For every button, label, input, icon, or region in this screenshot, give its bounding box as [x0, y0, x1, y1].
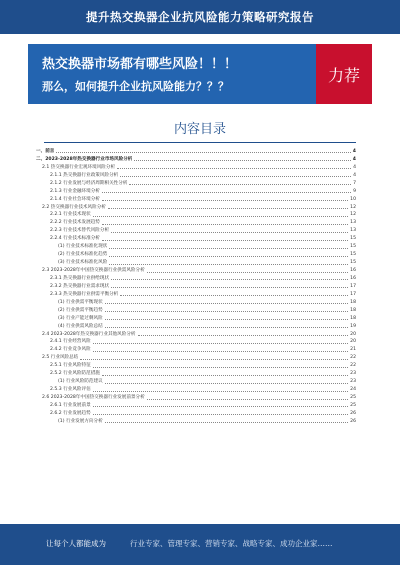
promo-banner	[28, 44, 372, 104]
toc-entry-title: (3) 行业技术标准化风险	[58, 260, 108, 266]
toc-entry[interactable]	[36, 251, 356, 259]
toc-entry-title: 2.6.1 行业发展前景	[50, 402, 91, 408]
toc-entry-title: 2.5.1 行业风险特征	[50, 363, 91, 369]
footer-bar	[0, 524, 400, 565]
toc-entry-page: 9	[353, 188, 356, 194]
toc-dot-leader	[93, 350, 348, 352]
toc-entry[interactable]	[36, 172, 356, 180]
toc-entry-title: 2.1.1 热交换器行业政策风险分析	[50, 172, 119, 178]
toc-entry-title: (4) 行业供需风险总结	[58, 323, 103, 329]
recommend-badge	[316, 44, 372, 104]
toc-entry-title: (1) 行业技术标准化现状	[58, 244, 108, 250]
toc-entry[interactable]	[36, 259, 356, 267]
toc-entry-page: 24	[350, 387, 356, 393]
toc-entry[interactable]	[36, 323, 356, 331]
toc-entry[interactable]	[36, 394, 356, 402]
toc-dot-leader	[105, 302, 348, 304]
toc-dot-leader	[120, 175, 351, 177]
table-of-contents	[36, 148, 356, 426]
toc-dot-leader	[102, 374, 348, 376]
toc-dot-leader	[105, 421, 348, 423]
toc-entry-page: 22	[350, 363, 356, 369]
toc-dot-leader	[102, 199, 348, 201]
toc-entry-title: 2.3.1 热交换器行业供给现状	[50, 275, 110, 281]
toc-entry[interactable]	[36, 291, 356, 299]
toc-dot-leader	[102, 239, 348, 241]
toc-dot-leader	[134, 159, 350, 161]
toc-entry-page: 16	[350, 268, 356, 274]
toc-entry[interactable]	[36, 378, 356, 386]
toc-dot-leader	[117, 167, 351, 169]
toc-entry-title: (2) 行业供需平衡趋势	[58, 307, 103, 313]
toc-entry[interactable]	[36, 148, 356, 156]
report-title: 提升热交换器企业抗风险能力策略研究报告	[86, 10, 314, 24]
toc-entry-page: 21	[350, 347, 356, 353]
toc-entry[interactable]	[36, 243, 356, 251]
toc-entry[interactable]	[36, 370, 356, 378]
toc-dot-leader	[111, 231, 348, 233]
toc-entry[interactable]	[36, 339, 356, 347]
toc-entry[interactable]	[36, 156, 356, 164]
toc-entry-page: 18	[350, 315, 356, 321]
toc-entry[interactable]	[36, 362, 356, 370]
toc-entry[interactable]	[36, 267, 356, 275]
toc-entry-page: 17	[350, 291, 356, 297]
report-header-bar	[0, 0, 400, 34]
toc-dot-leader	[105, 310, 348, 312]
toc-entry-page: 23	[350, 371, 356, 377]
toc-entry-title: 2.2.2 行业技术发展趋势	[50, 220, 100, 226]
toc-entry[interactable]	[36, 299, 356, 307]
toc-entry[interactable]	[36, 315, 356, 323]
toc-entry-page: 13	[350, 228, 356, 234]
toc-entry-title: 2.5.3 行业风险评估	[50, 387, 91, 393]
toc-entry-title: (1) 行业供需平衡现状	[58, 299, 103, 305]
toc-dot-leader	[109, 263, 348, 265]
toc-entry-title: 一、前言	[36, 148, 55, 154]
toc-entry-page: 22	[350, 355, 356, 361]
toc-entry-page: 20	[350, 339, 356, 345]
toc-dot-leader	[111, 278, 348, 280]
toc-entry-title: 2.2.4 行业技术标准分析	[50, 236, 100, 242]
badge-label: 力荐	[327, 65, 360, 85]
toc-entry-page: 25	[350, 395, 356, 401]
toc-entry-title: (1) 行业风险防范建议	[58, 379, 103, 385]
toc-entry[interactable]	[36, 307, 356, 315]
footer-slogan: 让每个人都能成为	[46, 539, 106, 548]
toc-entry-page: 16	[350, 275, 356, 281]
toc-entry-title: 2.3 2023-2028年中国热交换器行业供需风险分析	[42, 268, 145, 274]
toc-entry-title: 2.5 行业风险总结	[42, 355, 79, 361]
toc-dot-leader	[93, 413, 348, 415]
toc-dot-leader	[93, 215, 348, 217]
toc-entry-page: 10	[350, 196, 356, 202]
toc-entry[interactable]	[36, 180, 356, 188]
toc-entry-title: 2.4.1 行业经营风险	[50, 339, 91, 345]
toc-entry-title: 2.3.2 热交换器行业需求现状	[50, 283, 110, 289]
toc-entry-title: 2.1.3 行业金融环境分析	[50, 188, 100, 194]
toc-entry-page: 4	[353, 164, 356, 170]
toc-divider	[44, 142, 356, 143]
toc-entry[interactable]	[36, 164, 356, 172]
toc-entry[interactable]	[36, 354, 356, 362]
toc-entry-page: 15	[350, 260, 356, 266]
toc-heading: 内容目录	[173, 122, 226, 137]
toc-dot-leader	[93, 405, 348, 407]
toc-dot-leader	[102, 191, 351, 193]
toc-entry-title: 2.1.2 行业发展与经济周期相关性分析	[50, 180, 128, 186]
toc-entry-page: 17	[350, 283, 356, 289]
toc-entry-title: 2.3.3 热交换器行业供需平衡分析	[50, 291, 119, 297]
toc-dot-leader	[105, 326, 348, 328]
toc-entry[interactable]	[36, 204, 356, 212]
footer-roles: 行业专家、管理专家、营销专家、战略专家、成功企业家……	[130, 539, 333, 548]
toc-entry[interactable]	[36, 275, 356, 283]
toc-entry-page: 13	[350, 220, 356, 226]
banner-headline: 热交换器市场都有哪些风险！！！	[42, 57, 238, 72]
toc-entry-page: 7	[353, 180, 356, 186]
toc-dot-leader	[80, 358, 348, 360]
toc-entry[interactable]	[36, 410, 356, 418]
toc-entry-page: 23	[350, 379, 356, 385]
toc-dot-leader	[93, 366, 348, 368]
toc-dot-leader	[147, 398, 348, 400]
toc-entry[interactable]	[36, 402, 356, 410]
toc-entry-page: 4	[352, 148, 356, 154]
toc-dot-leader	[129, 183, 351, 185]
toc-dot-leader	[109, 255, 348, 257]
toc-dot-leader	[105, 382, 348, 384]
toc-entry-title: (2) 行业技术标准化趋势	[58, 252, 108, 258]
toc-entry-page: 19	[350, 323, 356, 329]
toc-entry[interactable]	[36, 227, 356, 235]
toc-dot-leader	[93, 342, 348, 344]
toc-entry-page: 18	[350, 307, 356, 313]
toc-entry-page: 15	[350, 236, 356, 242]
toc-entry-page: 18	[350, 299, 356, 305]
toc-dot-leader	[108, 207, 348, 209]
toc-dot-leader	[111, 286, 348, 288]
toc-entry-page: 26	[350, 418, 356, 424]
toc-entry-title: 2.5.2 行业风险防范措施	[50, 371, 100, 377]
banner-subheadline: 那么，如何提升企业抗风险能力？？？	[42, 80, 229, 93]
toc-dot-leader	[102, 223, 348, 225]
toc-entry[interactable]	[36, 283, 356, 291]
toc-entry[interactable]	[36, 386, 356, 394]
toc-entry-page: 15	[350, 244, 356, 250]
toc-dot-leader	[105, 318, 348, 320]
toc-dot-leader	[120, 294, 348, 296]
toc-entry-page: 26	[350, 410, 356, 416]
toc-entry-page: 12	[350, 212, 356, 218]
toc-dot-leader	[93, 390, 348, 392]
toc-entry-title: (1) 行业发展方向分析	[58, 418, 103, 424]
toc-entry[interactable]	[36, 346, 356, 354]
toc-entry-title: 2.2.1 行业技术现状	[50, 212, 91, 218]
toc-entry-page: 20	[350, 331, 356, 337]
toc-entry-page: 12	[350, 204, 356, 210]
toc-dot-leader	[56, 151, 350, 153]
toc-entry-title: (3) 行业产能过剩风险	[58, 315, 103, 321]
toc-entry-title: 2.1.4 行业社会环境分析	[50, 196, 100, 202]
toc-dot-leader	[109, 247, 348, 249]
toc-entry-title: 2.4.2 行业竞争风险	[50, 347, 91, 353]
toc-entry[interactable]	[36, 235, 356, 243]
toc-entry-title: 2.4 2023-2028年热交换器行业其他风险分析	[42, 331, 136, 337]
toc-entry[interactable]	[36, 331, 356, 339]
toc-entry-title: 2.6 2023-2028年中国热交换器行业发展前景分析	[42, 395, 145, 401]
toc-entry[interactable]	[36, 418, 356, 426]
toc-entry-page: 4	[352, 156, 356, 162]
toc-entry-title: 2.2 热交换器行业技术风险分析	[42, 204, 106, 210]
toc-entry-page: 15	[350, 252, 356, 258]
toc-entry[interactable]	[36, 188, 356, 196]
toc-entry[interactable]	[36, 212, 356, 220]
toc-entry-title: 二、2023-2028年热交换器行业市场风险分析	[36, 156, 133, 162]
toc-entry[interactable]	[36, 219, 356, 227]
toc-dot-leader	[138, 334, 349, 336]
toc-entry-title: 2.6.2 行业发展趋势	[50, 410, 91, 416]
toc-dot-leader	[147, 271, 348, 273]
toc-entry-title: 2.2.3 行业技术替代风险分析	[50, 228, 110, 234]
toc-entry-title: 2.1 热交换器行业宏观环境风险分析	[42, 164, 116, 170]
toc-entry-page: 4	[353, 172, 356, 178]
toc-entry[interactable]	[36, 196, 356, 204]
toc-entry-page: 25	[350, 402, 356, 408]
